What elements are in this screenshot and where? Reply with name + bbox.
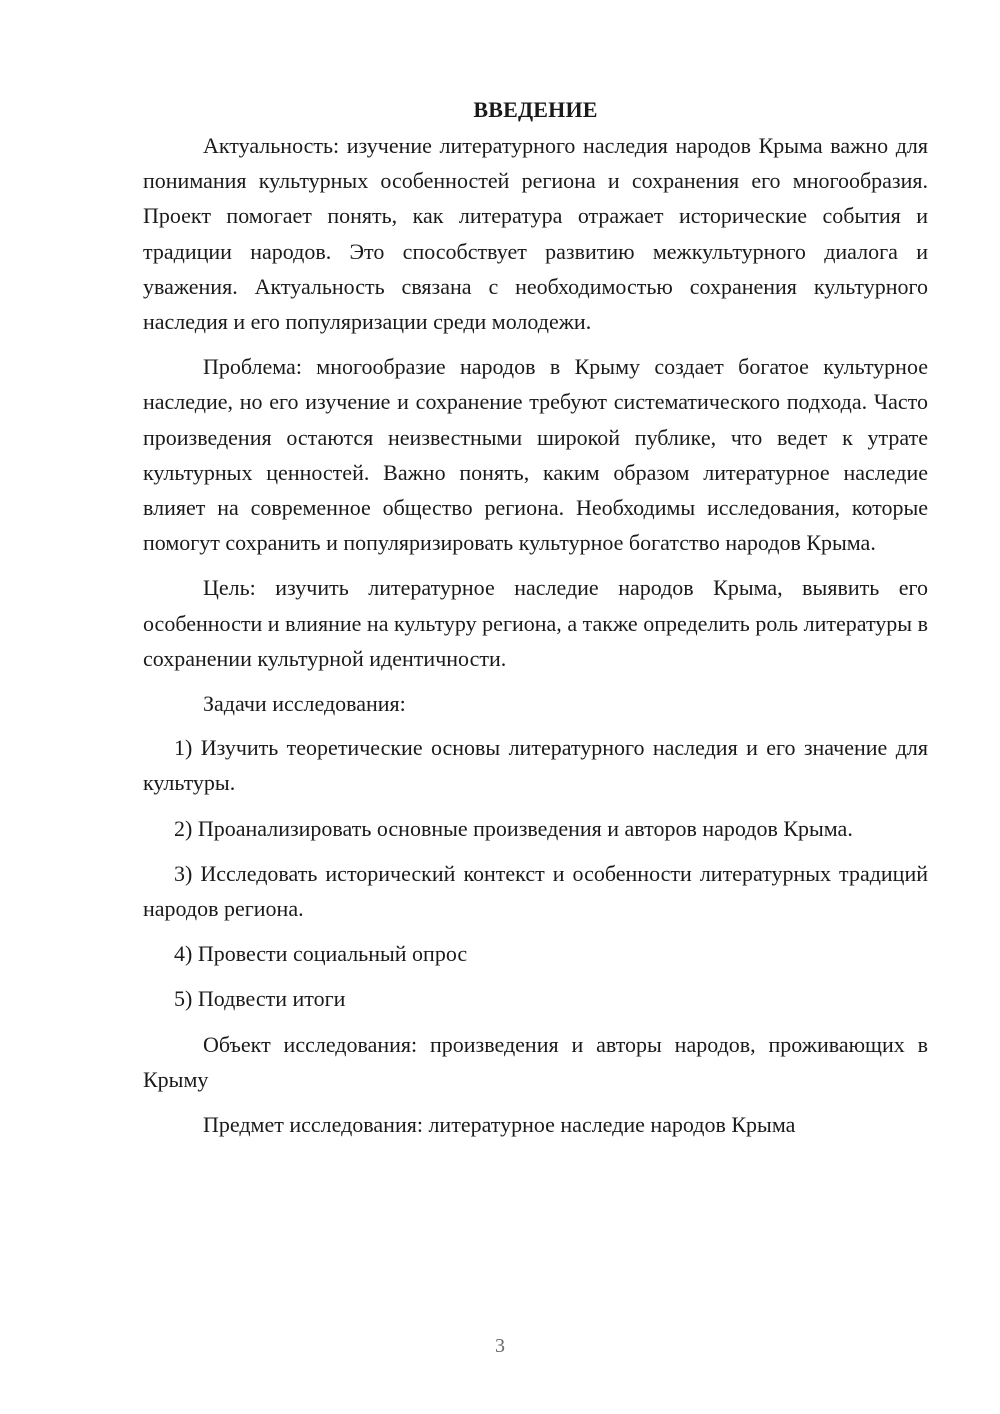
tasks-heading: Задачи исследования: [203,691,406,717]
page-number: 3 [495,1335,505,1357]
page-title: ВВЕДЕНИЕ [473,97,598,122]
problem-paragraph: Проблема: многообразие народов в Крыму создает богатое культурное наследие, но его изучение и сохранение требуют систематического подхода. Часто произведения остаются неизвестными широкой публике, что ведет к утрате культурных ценностей. Важно понять, каким образом литературное наследие влияет на современное общество региона. Необходимы исследования, которые помогут сохранить и популяризировать культурное богатство народов Крыма. [143,354,928,556]
object-paragraph: Объект исследования: произведения и авторы народов, проживающих в Крыму [143,1031,928,1092]
subject-paragraph: Предмет исследования: литературное наследие народов Крыма [203,1112,796,1138]
task-item-1: 1) Изучить теоретические основы литературного наследия и его значение для культуры. [143,735,928,796]
relevance-paragraph: Актуальность: изучение литературного наследия народов Крыма важно для понимания культурных особенностей региона и сохранения его многообразия. Проект помогает понять, как литература отражает исторические события и традиции народов. Это способствует развитию межкультурного диалога и уважения. Актуальность связана с необходимостью сохранения культурного наследия и его популяризации среди молодежи. [143,133,928,335]
document-page [143,92,928,1152]
goal-paragraph: Цель: изучить литературное наследие народов Крыма, выявить его особенности и влияние на культуру региона, а также определить роль литературы в сохранении культурной идентичности. [143,575,928,671]
task-item-4: 4) Провести социальный опрос [174,941,468,967]
task-item-5: 5) Подвести итоги [174,986,346,1012]
task-item-2: 2) Проанализировать основные произведения и авторов народов Крыма. [174,815,853,841]
task-item-3: 3) Исследовать исторический контекст и особенности литературных традиций народов региона. [143,860,928,922]
